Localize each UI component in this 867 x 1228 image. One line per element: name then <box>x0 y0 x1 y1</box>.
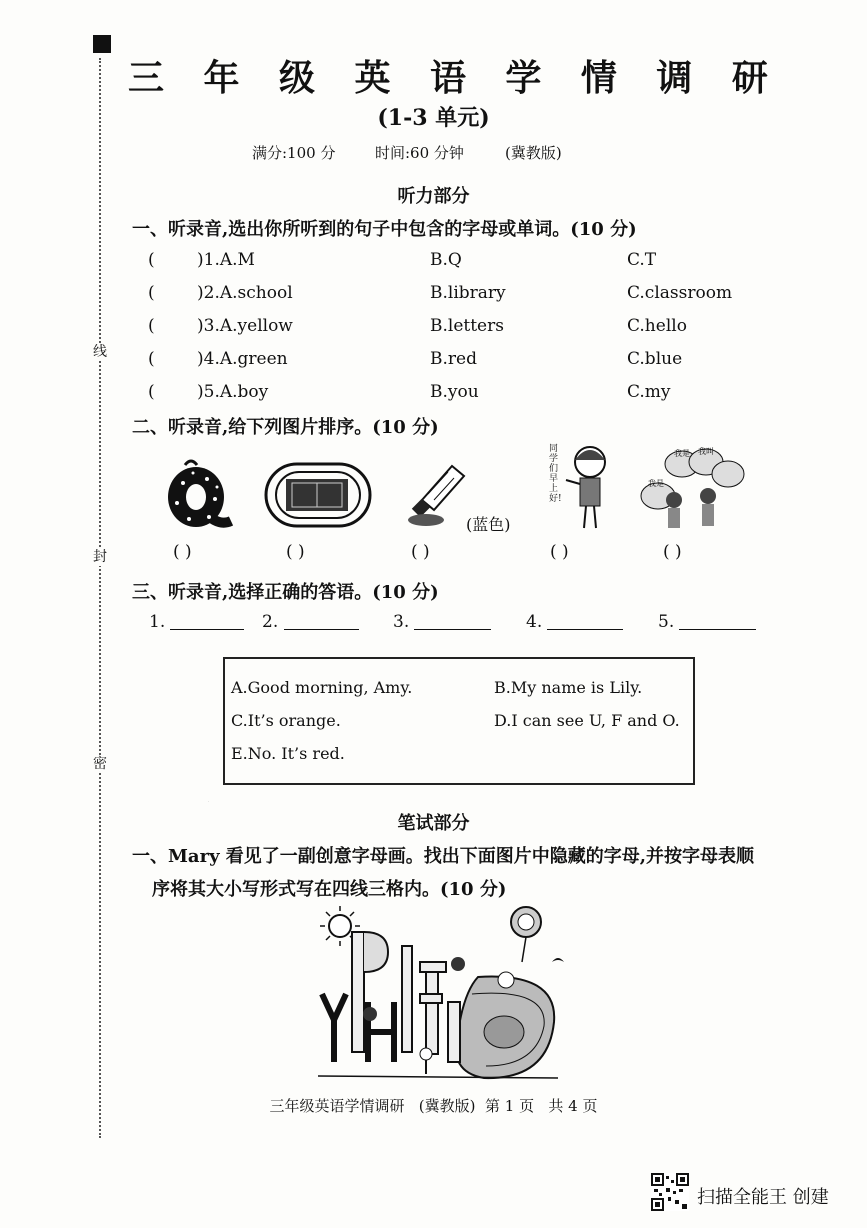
picture-order-paren: ( ) <box>286 542 305 562</box>
listening-q2-title: 二、听录音,给下列图片排序。(10 分) <box>132 417 439 438</box>
listening-q1-title: 一、听录音,选出你所听到的句子中包含的字母或单词。(10 分) <box>132 219 637 240</box>
blank-number: 2. <box>262 612 279 632</box>
qr-code-icon <box>651 1173 689 1211</box>
picture-order-paren: ( ) <box>663 542 682 562</box>
subtitle: (1-3 单元) <box>377 105 490 131</box>
corner-mark <box>93 35 111 53</box>
answer-option-b: B.My name is Lily. <box>494 678 643 697</box>
answer-paren: ( <box>148 283 155 303</box>
option-c: C.classroom <box>627 283 733 303</box>
option-c: C.blue <box>627 349 683 369</box>
option-b: B.you <box>430 382 479 402</box>
option-a: )1.A.M <box>197 250 255 270</box>
option-c: C.T <box>627 250 657 270</box>
answer-paren: ( <box>148 349 155 369</box>
option-a: )2.A.school <box>197 283 293 303</box>
bubble-text: 我是 <box>648 479 664 488</box>
title-char: 情 <box>580 57 617 99</box>
answer-paren: ( <box>148 382 155 402</box>
blank-number: 5. <box>658 612 675 632</box>
children-introducing-picture <box>636 444 746 534</box>
title-char: 年 <box>203 57 240 99</box>
title-char: 英 <box>354 57 391 99</box>
writing-q1-line1: 一、Mary 看见了一副创意字母画。找出下面图片中隐藏的字母,并按字母表顺 <box>132 846 755 867</box>
option-a: )5.A.boy <box>197 382 269 402</box>
writing-heading: 笔试部分 <box>397 813 470 834</box>
listening-heading: 听力部分 <box>397 186 470 207</box>
binding-char-seal: 封 <box>93 549 107 565</box>
title-char: 三 <box>128 57 165 99</box>
writing-q1-line2: 序将其大小写形式写在四线三格内。(10 分) <box>152 879 507 900</box>
binding-line <box>99 58 101 1138</box>
blank-number: 1. <box>149 612 166 632</box>
title-char: 语 <box>429 57 466 99</box>
time-limit: 时间:60 分钟 <box>375 144 464 162</box>
picture-order-paren: ( ) <box>173 542 192 562</box>
option-b: B.letters <box>430 316 504 336</box>
answer-paren: ( <box>148 250 155 270</box>
paint-tube-picture <box>404 460 468 530</box>
answer-blank[interactable] <box>547 629 623 630</box>
answer-blank[interactable] <box>414 629 491 630</box>
full-score: 满分:100 分 <box>252 144 336 162</box>
binding-char-secret: 密 <box>93 756 107 772</box>
bubble-text: 我叫 <box>698 447 714 456</box>
option-c: C.my <box>627 382 671 402</box>
title-char: 调 <box>656 57 693 99</box>
letter-q-picture <box>163 455 235 533</box>
page-title <box>128 50 768 101</box>
blank-number: 3. <box>393 612 410 632</box>
answer-option-e: E.No. It’s red. <box>231 744 345 763</box>
bubble-text: 我是 <box>674 449 690 458</box>
answer-option-d: D.I can see U, F and O. <box>494 711 680 730</box>
answer-blank[interactable] <box>170 629 244 630</box>
listening-q3-title: 三、听录音,选择正确的答语。(10 分) <box>132 582 439 603</box>
hidden-letter: P <box>208 802 209 803</box>
title-char: 学 <box>505 57 542 99</box>
picture-order-paren: ( ) <box>550 542 569 562</box>
option-a: )3.A.yellow <box>197 316 293 336</box>
answer-blank[interactable] <box>679 629 756 630</box>
title-char: 研 <box>731 57 768 99</box>
answer-paren: ( <box>148 316 155 336</box>
answer-blank[interactable] <box>284 629 359 630</box>
blue-color-label: (蓝色) <box>466 515 511 534</box>
blank-number: 4. <box>526 612 543 632</box>
edition: (冀教版) <box>505 144 562 162</box>
answer-option-c: C.It’s orange. <box>231 711 341 730</box>
option-a: )4.A.green <box>197 349 288 369</box>
option-c: C.hello <box>627 316 687 336</box>
option-b: B.library <box>430 283 506 303</box>
binding-char-line: 线 <box>93 344 107 360</box>
answer-option-a: A.Good morning, Amy. <box>231 678 413 697</box>
option-b: B.red <box>430 349 477 369</box>
scanner-watermark: 扫描全能王 创建 <box>697 1187 829 1208</box>
picture-order-paren: ( ) <box>411 542 430 562</box>
page-footer: 三年级英语学情调研 (冀教版) 第 1 页 共 4 页 <box>269 1097 598 1115</box>
greeting-vertical-text: 同学们早上好! <box>549 444 562 504</box>
pencil-box-picture <box>264 462 372 528</box>
title-char: 级 <box>278 57 315 99</box>
option-b: B.Q <box>430 250 462 270</box>
